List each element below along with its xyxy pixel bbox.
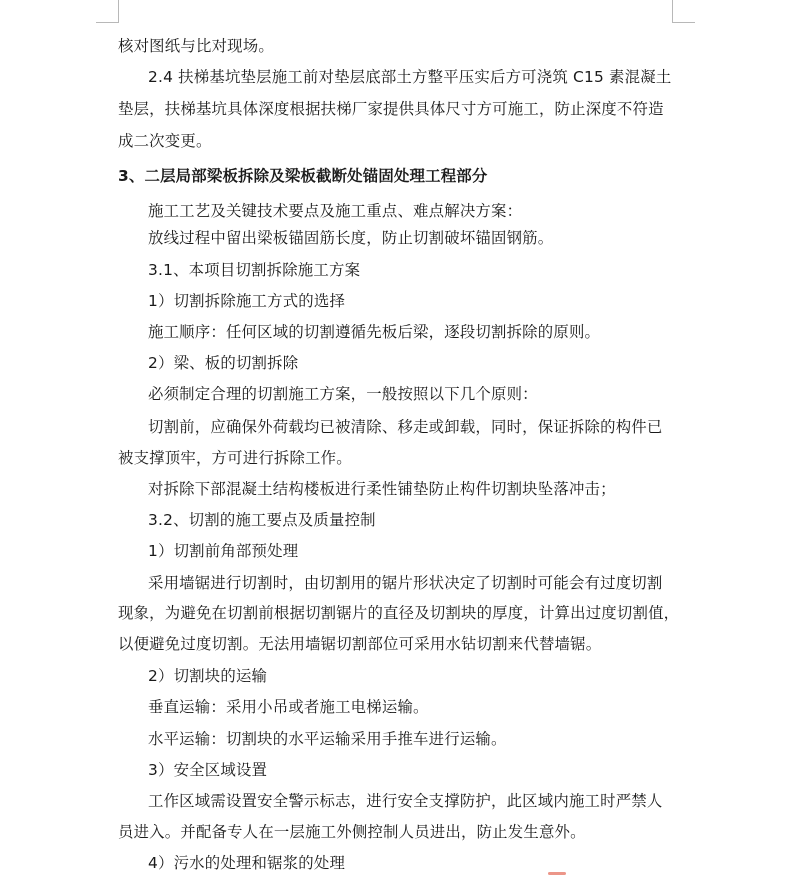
text-line: 3.1、本项目切割拆除施工方案 xyxy=(148,261,361,279)
text-line: 施工工艺及关键技术要点及施工重点、难点解决方案： xyxy=(148,202,523,220)
text-line: 1）切割拆除施工方式的选择 xyxy=(148,292,346,310)
text-line: 对拆除下部混凝土结构楼板进行柔性铺垫防止构件切割块坠落冲击； xyxy=(148,480,616,498)
text-line: 施工顺序：任何区域的切割遵循先板后梁，逐段切割拆除的原则。 xyxy=(148,323,601,341)
text-line: 水平运输：切割块的水平运输采用手推车进行运输。 xyxy=(148,730,507,748)
section-heading: 3、二层局部梁板拆除及梁板截断处锚固处理工程部分 xyxy=(118,167,488,185)
text-line: 4）污水的处理和锯浆的处理 xyxy=(148,854,346,872)
crop-mark-top-right xyxy=(672,0,695,23)
crop-mark-top-left xyxy=(96,0,119,23)
text-line: 2）梁、板的切割拆除 xyxy=(148,354,299,372)
text-line: 3）安全区域设置 xyxy=(148,761,268,779)
text-line: 2.4 扶梯基坑垫层施工前对垫层底部土方整平压实后方可浇筑 C15 素混凝土 xyxy=(148,68,672,86)
text-line: 被支撑顶牢，方可进行拆除工作。 xyxy=(118,449,352,467)
text-line: 放线过程中留出梁板锚固筋长度，防止切割破坏锚固钢筋。 xyxy=(148,229,554,247)
text-line: 现象，为避免在切割前根据切割锯片的直径及切割块的厚度，计算出过度切割值， xyxy=(118,604,680,622)
text-line: 核对图纸与比对现场。 xyxy=(118,37,274,55)
text-line: 垫层，扶梯基坑具体深度根据扶梯厂家提供具体尺寸方可施工，防止深度不符造 xyxy=(118,100,664,118)
text-line: 切割前，应确保外荷载均已被清除、移走或卸载，同时，保证拆除的构件已 xyxy=(148,418,663,436)
text-line: 以便避免过度切割。无法用墙锯切割部位可采用水钻切割来代替墙锯。 xyxy=(118,635,602,653)
text-line: 3.2、切割的施工要点及质量控制 xyxy=(148,511,376,529)
spellcheck-underline xyxy=(548,872,566,875)
text-line: 必须制定合理的切割施工方案，一般按照以下几个原则： xyxy=(148,385,538,403)
text-line: 工作区域需设置安全警示标志，进行安全支撑防护，此区域内施工时严禁人 xyxy=(148,792,663,810)
text-line: 员进入。并配备专人在一层施工外侧控制人员进出，防止发生意外。 xyxy=(118,823,586,841)
text-line: 成二次变更。 xyxy=(118,132,212,150)
text-line: 1）切割前角部预处理 xyxy=(148,542,299,560)
text-line: 2）切割块的运输 xyxy=(148,667,268,685)
text-line: 采用墙锯进行切割时，由切割用的锯片形状决定了切割时可能会有过度切割 xyxy=(148,574,663,592)
text-line: 垂直运输：采用小吊或者施工电梯运输。 xyxy=(148,698,429,716)
